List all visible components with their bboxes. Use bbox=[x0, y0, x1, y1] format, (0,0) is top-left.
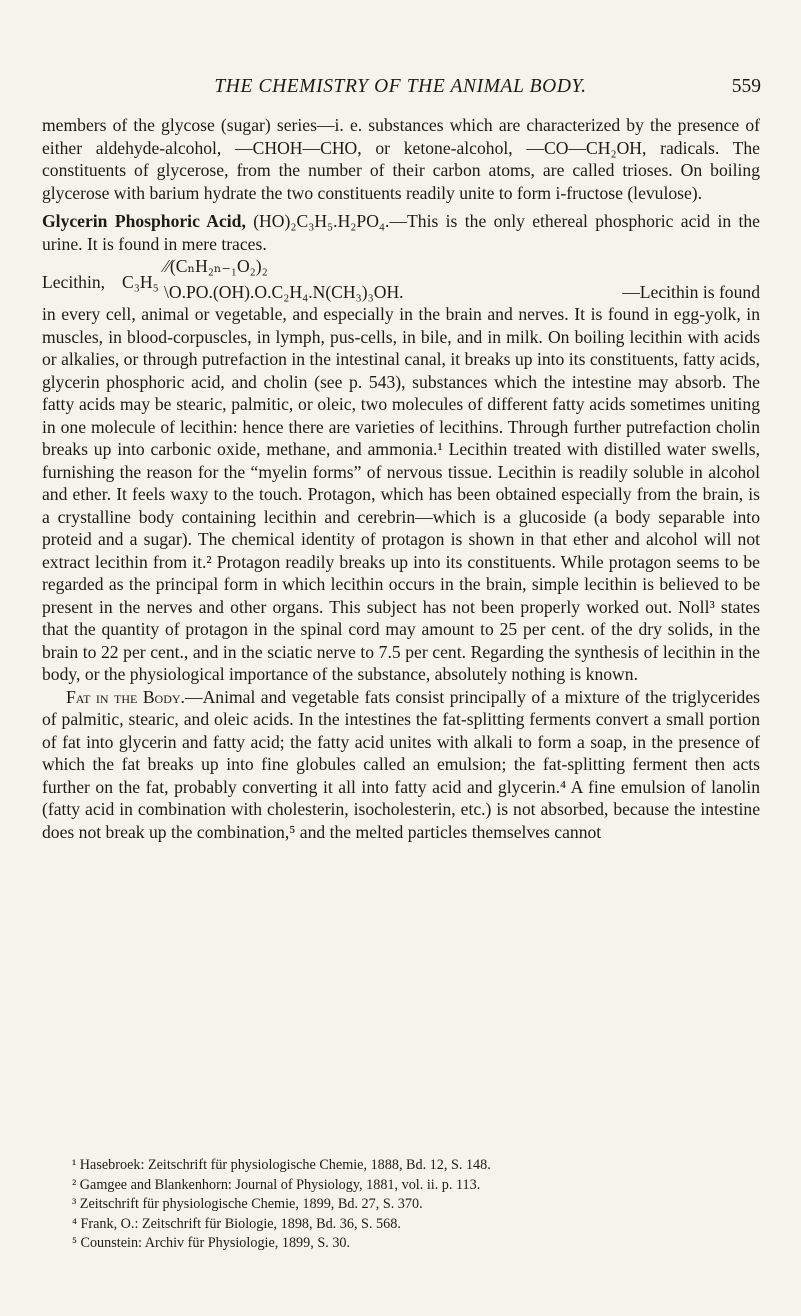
lecithin-formula-upper: ⁄⁄(CₙH₂ₙ₋₁O₂)₂ bbox=[164, 256, 268, 276]
body-text bbox=[42, 114, 760, 843]
paragraph-lecithin: in every cell, animal or vegetable, and especially in the brain and nerves. It is found in egg-yolk, in muscles, in blood-corpuscles, in lymph, pus-cells, in bile, and in milk. On boiling lecithin with acids or alkalies, or through putrefaction in the intestinal canal, it breaks up into its constituents, fatty acids, glycerin phosphoric acid, and cholin (see p. 543), substances which the intestine may absorb. The fatty acids may be stearic, palmitic, or oleic, two molecules of different fatty acids sometimes uniting in one molecule of lecithin: hence there are varieties of lecithins. Through further putrefaction cholin breaks up into carbonic oxide, methane, and ammonia.¹ Lecithin treated with distilled water swells, furnishing the reason for the “myelin forms” of nervous tissue. Lecithin is readily soluble in alcohol and ether. It feels waxy to the touch. Protagon, which has been obtained especially from the brain, is a crystalline body containing lecithin and cerebrin—which is a glucoside (a body separable into proteid and a sugar). The chemical identity of protagon is shown in that ether and alcohol will not extract lecithin from it.² Protagon readily breaks up into its constituents. While protagon seems to be regarded as the principal form in which lecithin occurs in the brain, simple lecithin is believed to be present in the nerves and other organs. This subject has not been properly worked out. Noll³ states that the quantity of protagon in the spinal cord may amount to 25 per cent. of the dry solids, in the brain to 22 per cent., and in the sciatic nerve to 7.5 per cent. Regarding the synthesis of lecithin in the body, or the physiological importance of the substance, absolutely nothing is known. bbox=[42, 304, 760, 684]
glycerin-phosphoric-heading: Glycerin Phosphoric Acid, bbox=[42, 211, 246, 231]
page-number: 559 bbox=[731, 76, 761, 97]
footnote-1: ¹ Hasebroek: Zeitschrift für physiologische Chemie, 1888, Bd. 12, S. 148. bbox=[72, 1157, 491, 1173]
glycerin-phosphoric-text: —This is the only ethereal phosphoric acid in the urine. It is found in mere traces. bbox=[42, 211, 760, 254]
lecithin-formula-tail: —Lecithin is found bbox=[622, 282, 760, 302]
lecithin-formula-base: C₃H₅ bbox=[122, 272, 159, 292]
paragraph-glycerose: members of the glycose (sugar) series—i. e. substances which are characterized by the presence of either aldehyde-alcohol, —CHOH—CHO, or ketone-alcohol, —CO—CH₂OH, radicals. The constituents of glycerose, from the number of their carbon atoms, are called trioses. On boiling glycerose with barium hydrate the two constituents readily unite to form i-fructose (levulose). bbox=[42, 115, 760, 203]
lecithin-formula-lower: \O.PO.(OH).O.C₂H₄.N(CH₃)₃OH. bbox=[164, 282, 404, 302]
paragraph-glycerin-phosphoric-acid bbox=[42, 210, 760, 255]
footnote-4: ⁴ Frank, O.: Zeitschrift für Biologie, 1898, Bd. 36, S. 568. bbox=[72, 1215, 401, 1232]
footnote-5: ⁵ Counstein: Archiv für Physiologie, 1899, S. 30. bbox=[72, 1235, 351, 1252]
fat-heading: Fat in the Body. bbox=[66, 686, 185, 707]
lecithin-formula bbox=[42, 257, 760, 303]
paragraph-fat-in-body bbox=[42, 686, 760, 844]
footnote-2: ² Gamgee and Blankenhorn: Journal of Physiology, 1881, vol. ii. p. 113. bbox=[72, 1176, 481, 1193]
footnotes bbox=[72, 1156, 762, 1254]
running-title: THE CHEMISTRY OF THE ANIMAL BODY. bbox=[214, 76, 587, 97]
fat-text: —Animal and vegetable fats consist principally of a mixture of the triglycerides of palmitic, stearic, and oleic acids. In the intestines the fat-splitting ferments convert a small portion of fat into glycerin and fatty acid; the fatty acid unites with alkali to form a soap, in the presence of which the fat breaks up into fine globules called an emulsion; the fat-splitting ferment then acts further on the fat, probably converting it all into fatty acid and glycerin.⁴ A fine emulsion of lanolin (fatty acid in combination with cholesterin, isocholesterin, etc.) is not absorbed, because the intestine does not break up the combination,⁵ and the melted particles themselves cannot bbox=[42, 686, 760, 842]
lecithin-word: Lecithin, bbox=[42, 272, 106, 292]
running-header bbox=[40, 76, 761, 106]
glycerin-phosphoric-formula: (HO)₂C₃H₅.H₂PO₄. bbox=[253, 211, 390, 231]
footnote-3: ³ Zeitschrift für physiologische Chemie, 1899, Bd. 27, S. 370. bbox=[72, 1196, 423, 1213]
